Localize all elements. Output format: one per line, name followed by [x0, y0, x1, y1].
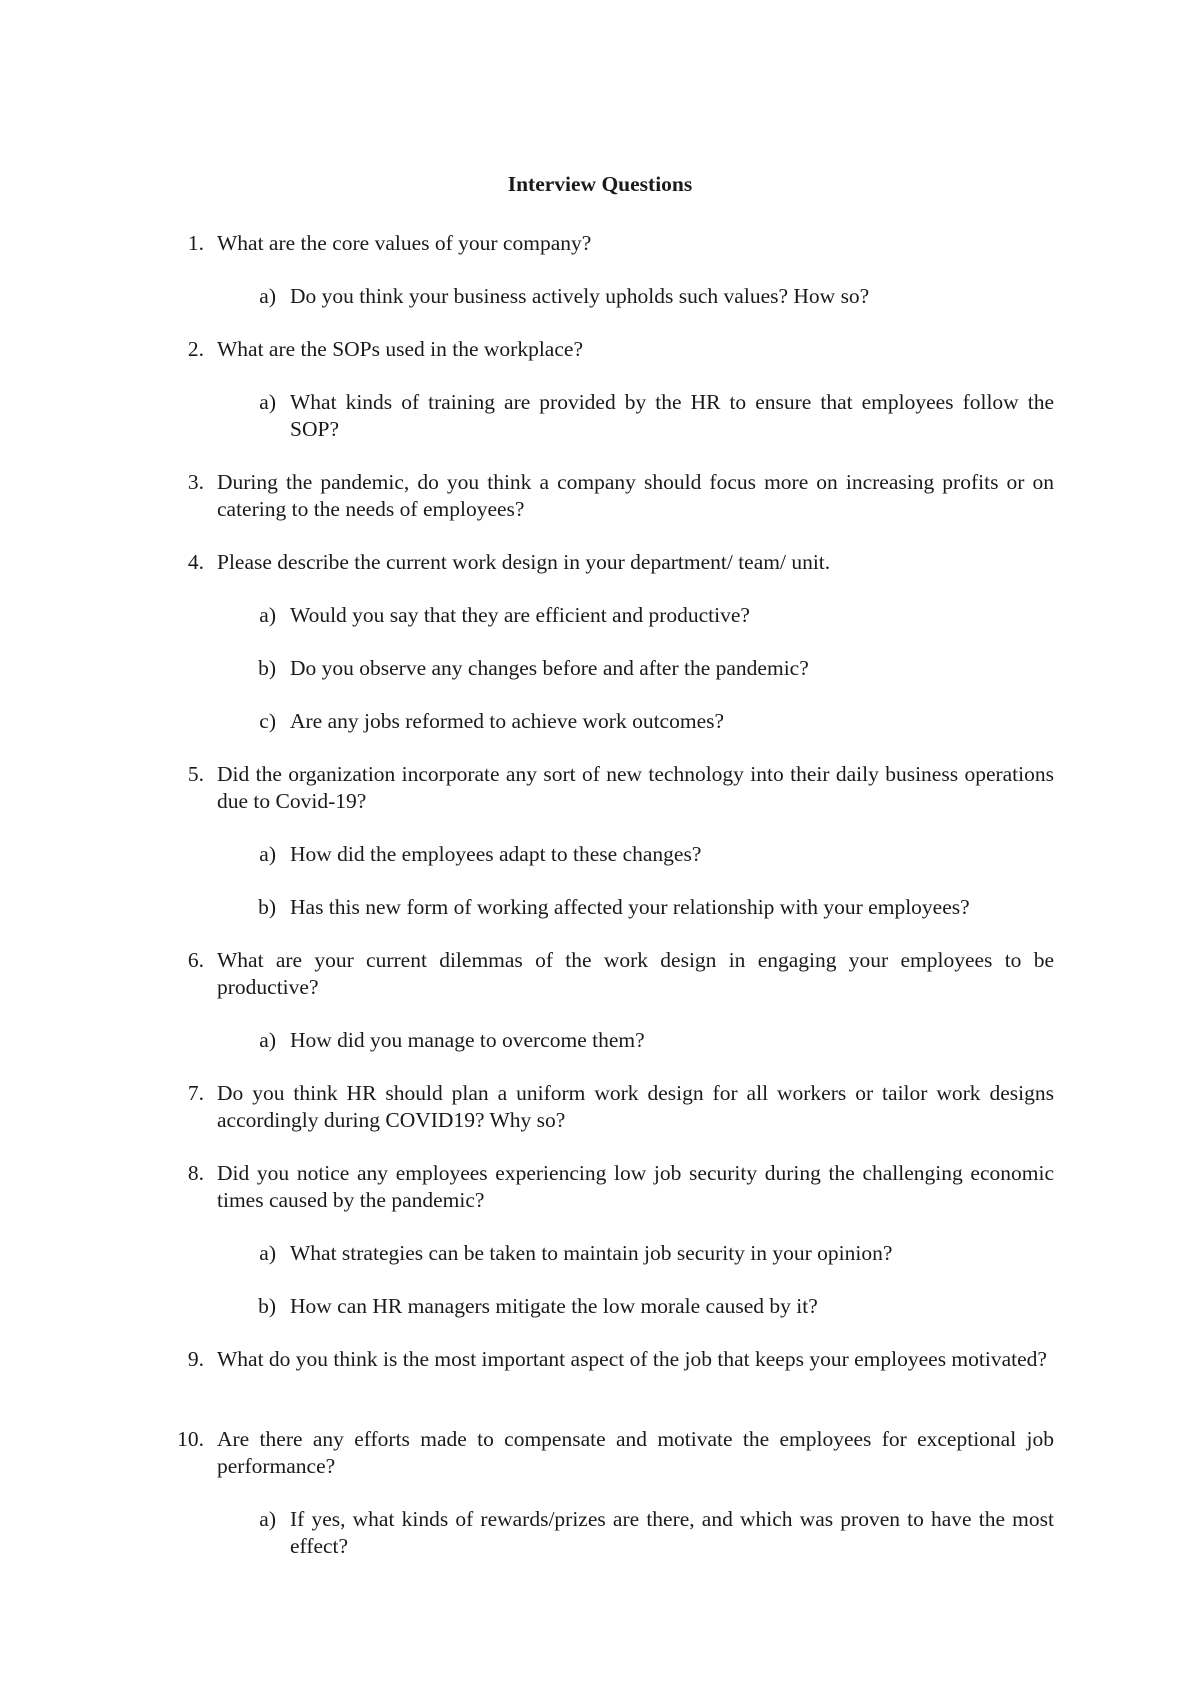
question-text: Did the organization incorporate any sort of new technology into their daily business operations due to Covid-19? [217, 762, 1054, 813]
sub-question-6a [259, 1027, 1054, 1054]
question-8 [187, 1160, 1054, 1214]
sub-question-4a [259, 602, 1054, 629]
question-10 [177, 1426, 1054, 1480]
question-number: 1. [187, 231, 204, 255]
sub-question-5a [259, 841, 1054, 868]
question-number: 4. [187, 550, 204, 574]
sub-question-letter: b) [258, 895, 276, 919]
sub-question-letter: a) [259, 1507, 276, 1531]
sub-question-10a [259, 1506, 1054, 1560]
sub-question-text: Has this new form of working affected your relationship with your employees? [290, 895, 970, 919]
question-text: Please describe the current work design in your department/ team/ unit. [217, 550, 831, 574]
question-number: 3. [187, 470, 204, 494]
question-5 [187, 761, 1054, 815]
sub-question-letter: a) [259, 1241, 276, 1265]
sub-question-text: Do you observe any changes before and after the pandemic? [290, 656, 809, 680]
question-2 [187, 336, 1054, 363]
question-number: 2. [187, 337, 204, 361]
page-title: Interview Questions [507, 172, 693, 196]
question-number: 7. [187, 1081, 204, 1105]
sub-question-8b [258, 1293, 1054, 1320]
question-text: What are the core values of your company? [217, 231, 592, 255]
question-number: 9. [187, 1347, 204, 1371]
question-3 [187, 469, 1054, 523]
sub-question-letter: a) [259, 603, 276, 627]
question-6 [187, 947, 1054, 1001]
sub-question-4b [258, 655, 1054, 682]
sub-question-text: Are any jobs reformed to achieve work outcomes? [290, 709, 725, 733]
sub-question-letter: b) [258, 656, 276, 680]
question-text: During the pandemic, do you think a company should focus more on increasing profits or on catering to the needs of employees? [217, 470, 1054, 521]
question-number: 5. [187, 762, 204, 786]
sub-question-letter: a) [259, 284, 276, 308]
sub-question-text: How can HR managers mitigate the low morale caused by it? [290, 1294, 818, 1318]
sub-question-text: Would you say that they are efficient and productive? [290, 603, 750, 627]
sub-question-5b [258, 894, 1054, 921]
sub-question-letter: a) [259, 842, 276, 866]
question-number: 10. [177, 1427, 204, 1451]
question-9 [187, 1346, 1054, 1373]
question-number: 6. [187, 948, 204, 972]
sub-question-letter: c) [259, 709, 276, 733]
question-text: What are your current dilemmas of the work design in engaging your employees to be productive? [217, 948, 1054, 999]
question-1 [187, 230, 1054, 257]
question-text: Are there any efforts made to compensate and motivate the employees for exceptional job performance? [217, 1427, 1054, 1478]
question-number: 8. [187, 1161, 204, 1185]
question-text: Did you notice any employees experiencing low job security during the challenging economic times caused by the pandemic? [217, 1161, 1054, 1212]
question-text: What do you think is the most important aspect of the job that keeps your employees motivated? [217, 1347, 1047, 1371]
sub-question-1a [259, 283, 1054, 310]
question-4 [187, 549, 1054, 576]
question-7 [187, 1080, 1054, 1134]
sub-question-text: Do you think your business actively upholds such values? How so? [290, 284, 870, 308]
sub-question-text: What strategies can be taken to maintain job security in your opinion? [290, 1241, 893, 1265]
sub-question-4c [259, 708, 1054, 735]
sub-question-letter: a) [259, 1028, 276, 1052]
question-text: Do you think HR should plan a uniform work design for all workers or tailor work designs accordingly during COVID19? Why so? [217, 1081, 1054, 1132]
sub-question-text: What kinds of training are provided by the HR to ensure that employees follow the SOP? [290, 390, 1054, 441]
sub-question-text: If yes, what kinds of rewards/prizes are there, and which was proven to have the most effect? [290, 1507, 1054, 1558]
sub-question-letter: b) [258, 1294, 276, 1318]
question-text: What are the SOPs used in the workplace? [217, 337, 583, 361]
sub-question-letter: a) [259, 390, 276, 414]
sub-question-8a [259, 1240, 1054, 1267]
sub-question-2a [259, 389, 1054, 443]
sub-question-text: How did the employees adapt to these changes? [290, 842, 702, 866]
sub-question-text: How did you manage to overcome them? [290, 1028, 645, 1052]
